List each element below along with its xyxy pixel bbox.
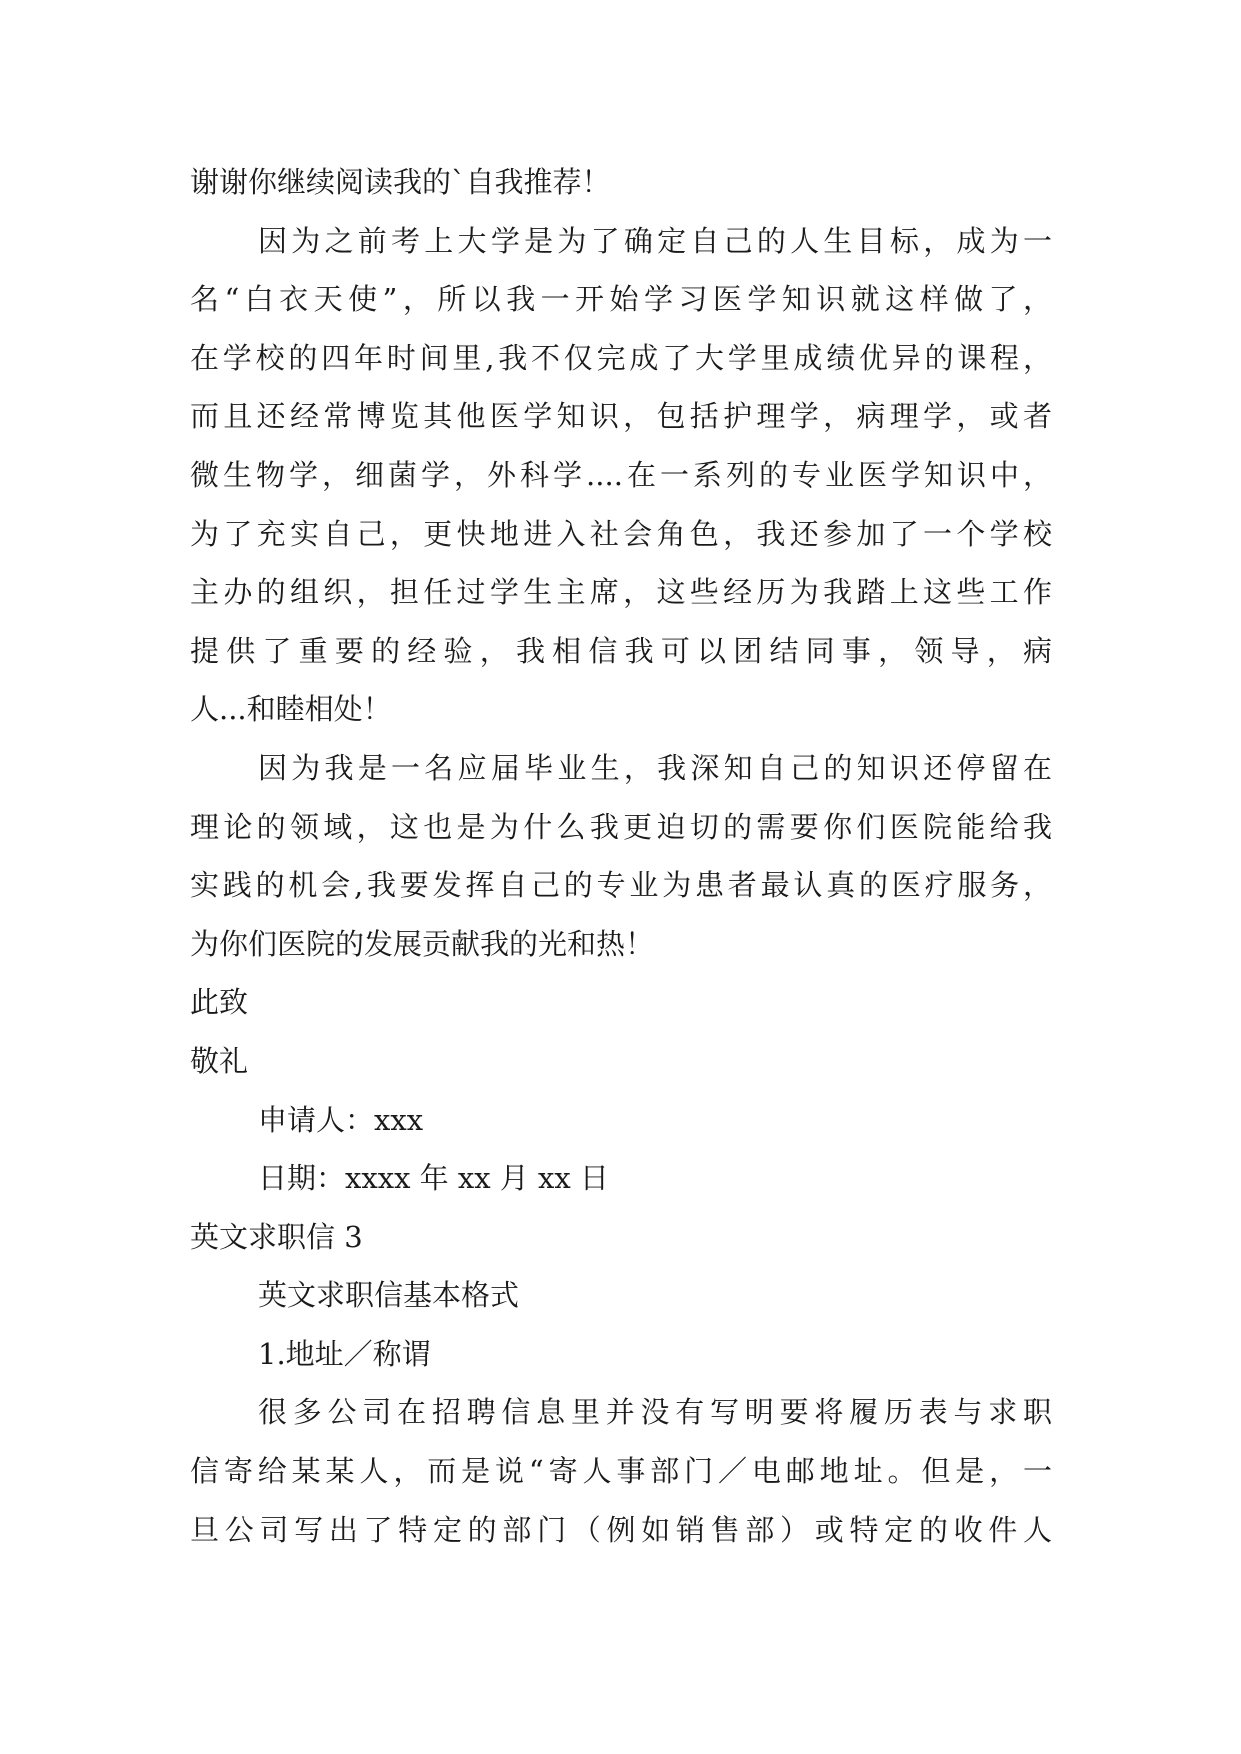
- list-item-heading: 1.地址／称谓: [258, 1336, 431, 1371]
- text-line: 为了充实自己，更快地进入社会角色，我还参加了一个学校: [190, 516, 1052, 551]
- text-line: 微生物学，细菌学，外科学....在一系列的专业医学知识中，: [190, 457, 1052, 492]
- text-line: 理论的领域，这也是为什么我更迫切的需要你们医院能给我: [190, 809, 1052, 844]
- closing-salutation: 此致: [190, 985, 249, 1020]
- text-line: 而且还经常博览其他医学知识，包括护理学，病理学，或者: [190, 399, 1052, 434]
- paragraph-start-line: 很多公司在招聘信息里并没有写明要将履历表与求职: [258, 1395, 1052, 1430]
- text-line: 信寄给某某人，而是说“寄人事部门／电邮地址。但是，一: [190, 1454, 1052, 1489]
- letter-date: 日期：xxxx 年 xx 月 xx 日: [258, 1161, 609, 1196]
- closing-regards: 敬礼: [190, 1043, 249, 1078]
- text-line: 旦公司写出了特定的部门（例如销售部）或特定的收件人: [190, 1512, 1052, 1547]
- section-heading: 英文求职信 3: [190, 1219, 363, 1254]
- paragraph-start-line: 因为我是一名应届毕业生，我深知自己的知识还停留在: [258, 750, 1052, 785]
- text-line: 提供了重要的经验，我相信我可以团结同事，领导，病: [190, 633, 1052, 668]
- text-line: 谢谢你继续阅读我的`自我推荐！: [190, 165, 611, 199]
- document-page: [190, 153, 1052, 1559]
- applicant-signature: 申请人：xxx: [258, 1102, 424, 1137]
- text-line: 为你们医院的发展贡献我的光和热！: [190, 926, 655, 961]
- paragraph-start-line: 因为之前考上大学是为了确定自己的人生目标，成为一: [258, 223, 1052, 258]
- subsection-heading: 英文求职信基本格式: [258, 1278, 520, 1313]
- text-line: 人...和睦相处！: [190, 692, 392, 727]
- text-line: 在学校的四年时间里,我不仅完成了大学里成绩优异的课程，: [190, 340, 1052, 375]
- text-line: 实践的机会,我要发挥自己的专业为患者最认真的医疗服务，: [190, 868, 1052, 903]
- text-line: 主办的组织，担任过学生主席，这些经历为我踏上这些工作: [190, 575, 1052, 610]
- text-line: 名“白衣天使”，所以我一开始学习医学知识就这样做了，: [190, 282, 1052, 317]
